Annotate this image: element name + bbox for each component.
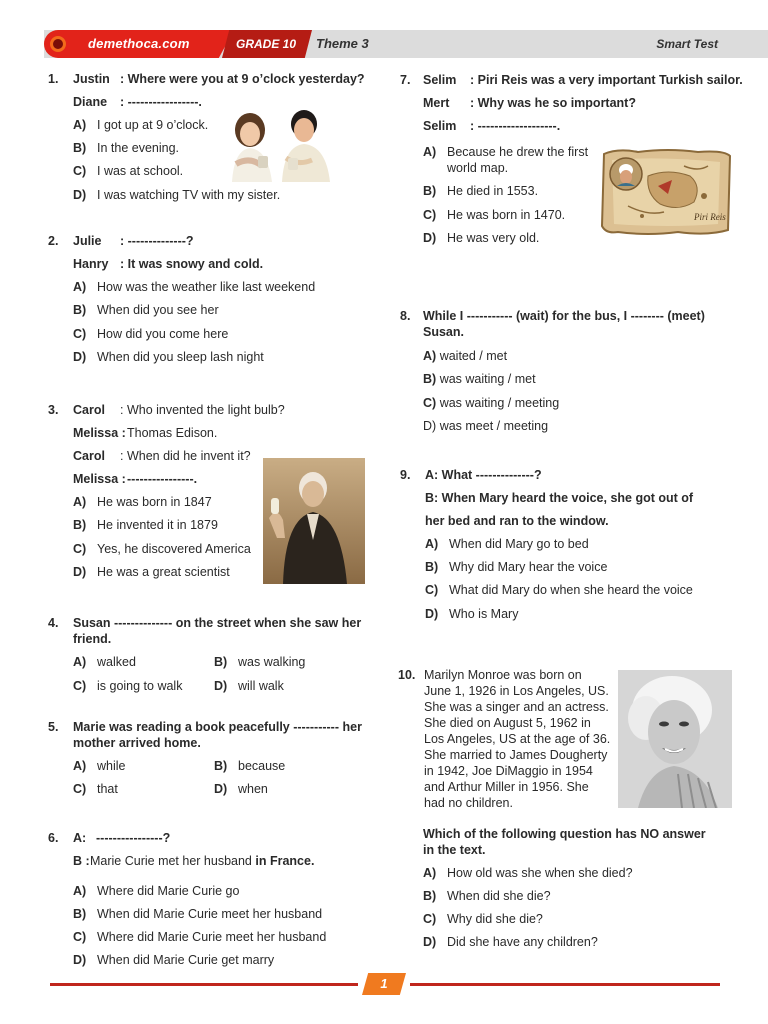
- speaker-name: A:: [73, 831, 87, 845]
- answer-option[interactable]: A) When did Mary go to bed: [425, 537, 589, 551]
- marilyn-monroe-photo: [618, 670, 732, 808]
- answer-option[interactable]: B) was walking: [214, 655, 306, 669]
- dialogue-text: : Why was he so important?: [470, 96, 636, 110]
- question-stem: While I ----------- (wait) for the bus, I -------- (meet): [423, 309, 705, 323]
- question-number: 8.: [400, 309, 411, 323]
- dialogue-text: A: What --------------?: [425, 468, 542, 482]
- question-stem: Marie was reading a book peacefully ----------- her: [73, 720, 362, 734]
- two-people-photo: [222, 104, 368, 182]
- dialogue-text: : -------------------.: [470, 119, 561, 133]
- question-number: 10.: [398, 668, 416, 682]
- speaker-name: Carol: [73, 449, 105, 463]
- speaker-name: Mert: [423, 96, 450, 110]
- speaker-name: Selim: [423, 119, 457, 133]
- question-number: 1.: [48, 72, 59, 86]
- piri-reis-map: [598, 146, 734, 238]
- answer-option[interactable]: C) He was born in 1470.: [423, 208, 566, 222]
- page-number: 1: [380, 976, 388, 991]
- answer-option[interactable]: B) When did you see her: [73, 303, 219, 317]
- dialogue-text: : Who invented the light bulb?: [120, 403, 285, 417]
- passage-line: Los Angeles, US at the age of 36.: [424, 732, 611, 746]
- answer-option[interactable]: C) What did Mary do when she heard the voice: [425, 583, 693, 597]
- answer-option[interactable]: C) Why did she die?: [423, 912, 543, 926]
- answer-option[interactable]: C) How did you come here: [73, 327, 229, 341]
- answer-option[interactable]: B) was waiting / met: [423, 372, 536, 386]
- answer-option[interactable]: A) Because he drew the first: [423, 145, 589, 159]
- answer-option[interactable]: B) He died in 1553.: [423, 184, 539, 198]
- brand-name: demethoca.com: [88, 36, 190, 51]
- answer-option[interactable]: B) When did she die?: [423, 889, 551, 903]
- passage-line: had no children.: [424, 796, 513, 810]
- dialogue-text: Thomas Edison.: [127, 426, 218, 440]
- map-caption: Piri Reis: [694, 212, 726, 222]
- question-number: 4.: [48, 616, 59, 630]
- answer-option[interactable]: D) When did Marie Curie get marry: [73, 953, 275, 967]
- passage-line: She was a singer and an actress.: [424, 700, 609, 714]
- answer-option[interactable]: D) will walk: [214, 679, 284, 693]
- answer-option[interactable]: C) is going to walk: [73, 679, 183, 693]
- answer-option[interactable]: B) Why did Mary hear the voice: [425, 560, 608, 574]
- answer-option[interactable]: C) that: [73, 782, 118, 796]
- dialogue-text: her bed and ran to the window.: [425, 514, 609, 528]
- speaker-name: Carol: [73, 403, 105, 417]
- passage-line: Marilyn Monroe was born on: [424, 668, 582, 682]
- answer-option[interactable]: C) Where did Marie Curie meet her husband: [73, 930, 327, 944]
- footer-rule-left: [50, 983, 358, 986]
- answer-option[interactable]: A) walked: [73, 655, 136, 669]
- answer-option[interactable]: D) He was a great scientist: [73, 565, 230, 579]
- question-number: 6.: [48, 831, 59, 845]
- answer-option[interactable]: A) Where did Marie Curie go: [73, 884, 240, 898]
- answer-option[interactable]: A) How old was she when she died?: [423, 866, 633, 880]
- passage-line: She died on August 5, 1962 in: [424, 716, 591, 730]
- speaker-name: Melissa :: [73, 426, 126, 440]
- theme-label: Theme 3: [316, 36, 369, 51]
- footer-rule-right: [410, 983, 720, 986]
- answer-option[interactable]: D) When did you sleep lash night: [73, 350, 264, 364]
- dialogue-text: : Where were you at 9 o’clock yesterday?: [120, 72, 365, 86]
- speaker-name: Selim: [423, 73, 457, 87]
- speaker-name: Justin: [73, 72, 110, 86]
- answer-option[interactable]: A) while: [73, 759, 126, 773]
- answer-option[interactable]: A) He was born in 1847: [73, 495, 212, 509]
- answer-option[interactable]: D) He was very old.: [423, 231, 540, 245]
- dialogue-text: : It was snowy and cold.: [120, 257, 264, 271]
- dialogue-text: : When did he invent it?: [120, 449, 251, 463]
- answer-option[interactable]: A) I got up at 9 o’clock.: [73, 118, 209, 132]
- dialogue-text: ----------------?: [96, 831, 171, 845]
- answer-option[interactable]: D) I was watching TV with my sister.: [73, 188, 281, 202]
- answer-option[interactable]: D) was meet / meeting: [423, 419, 549, 433]
- answer-option[interactable]: D) Who is Mary: [425, 607, 519, 621]
- question-stem: Susan.: [423, 325, 464, 339]
- speaker-name: Diane: [73, 95, 108, 109]
- answer-option[interactable]: A) waited / met: [423, 349, 508, 363]
- dialogue-text: : Piri Reis was a very important Turkish sailor.: [470, 73, 743, 87]
- passage-line: and Arthur Miller in 1956. She: [424, 780, 589, 794]
- test-type-label: Smart Test: [656, 37, 718, 51]
- question-stem: friend.: [73, 632, 112, 646]
- question-number: 2.: [48, 234, 59, 248]
- answer-option[interactable]: B) In the evening.: [73, 141, 180, 155]
- passage-line: in 1942, Joe DiMaggio in 1954: [424, 764, 593, 778]
- dialogue-text: : --------------?: [120, 234, 194, 248]
- passage-line: June 1, 1926 in Los Angeles, US.: [424, 684, 609, 698]
- answer-option[interactable]: B) When did Marie Curie meet her husband: [73, 907, 323, 921]
- brand-logo-icon: [50, 36, 66, 52]
- answer-option[interactable]: D) when: [214, 782, 268, 796]
- answer-option[interactable]: D) Did she have any children?: [423, 935, 598, 949]
- dialogue-text: B: When Mary heard the voice, she got out of: [425, 491, 694, 505]
- dialogue-text: ----------------.: [127, 472, 198, 486]
- speaker-name: Julie: [73, 234, 102, 248]
- answer-option[interactable]: C) Yes, he discovered America: [73, 542, 251, 556]
- answer-option[interactable]: C) I was at school.: [73, 164, 184, 178]
- question-stem: Which of the following question has NO answer: [423, 827, 706, 841]
- dialogue-text: Marie Curie met her husband in France.: [90, 854, 315, 868]
- speaker-name: B :: [73, 854, 90, 868]
- speaker-name: Hanry: [73, 257, 109, 271]
- question-stem: mother arrived home.: [73, 736, 201, 750]
- answer-option[interactable]: B) He invented it in 1879: [73, 518, 218, 532]
- edison-photo: [263, 458, 365, 584]
- question-number: 3.: [48, 403, 59, 417]
- question-stem: in the text.: [423, 843, 486, 857]
- grade-label: GRADE 10: [236, 37, 297, 51]
- question-number: 7.: [400, 73, 411, 87]
- passage-line: She married to James Dougherty: [424, 748, 608, 762]
- dialogue-text: : -----------------.: [120, 95, 202, 109]
- question-number: 5.: [48, 720, 59, 734]
- speaker-name: Melissa :: [73, 472, 126, 486]
- answer-option[interactable]: A) How was the weather like last weekend: [73, 280, 316, 294]
- page-header: [44, 30, 768, 58]
- answer-option[interactable]: C) was waiting / meeting: [423, 396, 560, 410]
- question-number: 9.: [400, 468, 411, 482]
- answer-option[interactable]: B) because: [214, 759, 286, 773]
- answer-option-continued: world map.: [447, 161, 509, 175]
- question-stem: Susan -------------- on the street when she saw her: [73, 616, 362, 630]
